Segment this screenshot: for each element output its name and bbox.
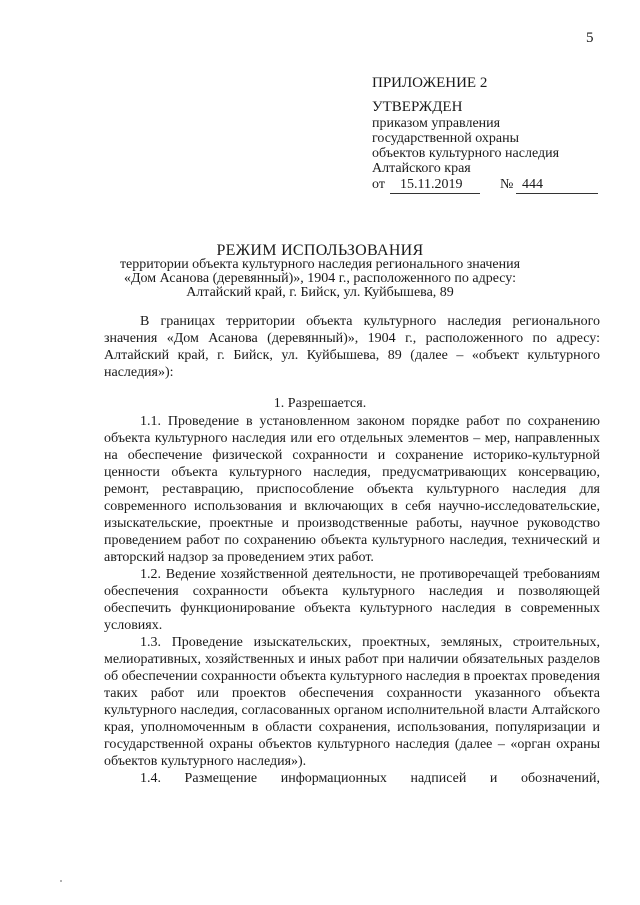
clauses-list: [104, 413, 600, 787]
clause-paragraph: 1.2. Ведение хозяйственной деятельности, не противоречащей требованиям обеспечения сохранности объекта культурного наследия и позволяющей обеспечить функционирование объекта культурного наследия в современных условиях.: [104, 567, 600, 633]
number-prefix: №: [500, 177, 514, 192]
order-date-row: [372, 177, 598, 194]
appendix-line: Алтайского края: [372, 161, 471, 176]
appendix-line: объектов культурного наследия: [372, 146, 560, 161]
date-prefix: от: [372, 177, 385, 192]
order-number: 444: [522, 177, 543, 192]
subheading-line: «Дом Асанова (деревянный)», 1904 г., расположенного по адресу:: [124, 271, 516, 286]
intro-text: В границах территории объекта культурного наследия регионального значения «Дом Асанова (деревянный)», 1904 г., расположенного по адресу: Алтайский край, г. Бийск, ул. Куйбышева, 89 (далее – «объект культурного наследия»):: [104, 314, 600, 380]
appendix-title: ПРИЛОЖЕНИЕ 2: [372, 75, 488, 91]
date-underline: [390, 193, 480, 194]
order-date: 15.11.2019: [400, 177, 463, 192]
scan-speck: [60, 880, 62, 882]
document-heading: РЕЖИМ ИСПОЛЬЗОВАНИЯ: [216, 242, 424, 259]
page-number: 5: [586, 30, 594, 46]
section-heading: 1. Разрешается.: [273, 396, 367, 411]
clause-paragraph: 1.4. Размещение информационных надписей и обозначений,: [140, 771, 600, 786]
appendix-line: приказом управления: [372, 116, 501, 131]
number-underline: [516, 193, 598, 194]
clause-paragraph: 1.1. Проведение в установленном законом порядке работ по сохранению объекта культурного наследия или его отдельных элементов – мер, направленных на обеспечение физической сохранности и сохранение историко-культурной ценности объекта культурного наследия, предусматривающих консервацию, ремонт, реставрацию, приспособление объекта культурного наследия для современного использования и включающих в себя научно-исследовательские, изыскательские, проектные и производственные работы, научное руководство проведением работ по сохранению объекта культурного наследия, технический и авторский надзор за проведением этих работ.: [104, 414, 600, 565]
approved-label: УТВЕРЖДЕН: [372, 99, 463, 115]
appendix-line: государственной охраны: [372, 131, 520, 146]
subheading-line: Алтайский край, г. Бийск, ул. Куйбышева, 89: [186, 285, 454, 300]
intro-paragraph: [104, 313, 600, 381]
clause-paragraph: 1.3. Проведение изыскательских, проектных, земляных, строительных, мелиоративных, хозяйственных и иных работ при наличии обязательных разделов об обеспечении сохранности объекта культурного наследия в проектах проведения таких работ или проектов обеспечения сохранности указанного объекта культурного наследия, согласованных органом исполнительной власти Алтайского края, уполномоченным в области сохранения, использования, популяризации и государственной охраны объектов культурного наследия (далее – «орган охраны объектов культурного наследия»).: [104, 635, 600, 769]
subheading-line: территории объекта культурного наследия регионального значения: [119, 257, 521, 272]
